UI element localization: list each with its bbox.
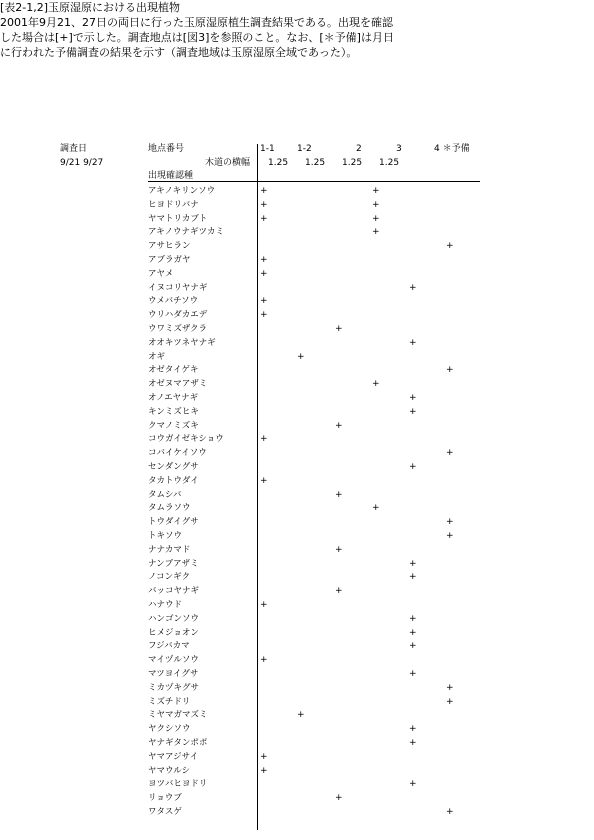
species-name: アサヒラン [148,241,191,252]
table-row [148,281,488,295]
presence-mark: + [260,751,268,762]
caption-line: した場合は[+]で示した。調査地点は[図3]を参照のこと。なお、[＊予備]は月日 [0,31,394,44]
species-name: ヤナギタンポポ [148,738,208,748]
table-caption [0,0,594,60]
table-row [148,391,488,405]
table-row [148,460,488,474]
species-name: マイヅルソウ [148,655,199,666]
presence-mark: + [409,393,417,403]
table-row [148,708,488,722]
presence-mark: + [260,186,268,196]
presence-mark: + [260,765,268,776]
presence-mark: + [409,724,417,735]
presence-mark: + [446,517,454,528]
species-name: トキソウ [148,531,183,541]
presence-mark: + [409,572,417,583]
table-row [148,336,488,350]
table-row [148,308,488,322]
presence-mark: + [446,365,454,376]
site-1-2: 1-2 [297,144,312,154]
species-name: バッコヤナギ [148,586,200,597]
species-name: イヌコリヤナギ [148,282,208,293]
species-name: オゼタイゲキ [148,365,199,376]
presence-mark: + [446,448,454,459]
presence-mark: + [335,793,343,804]
presence-mark: + [297,710,305,721]
presence-mark: + [409,779,417,790]
species-name: アブラガヤ [148,255,191,265]
caption-line: 2001年9月21、27日の両日に行った玉原湿原植生調査結果である。出現を確認 [0,16,393,29]
table-row [148,791,488,805]
presence-mark: + [372,213,380,224]
presence-mark: + [260,310,268,321]
presence-mark: + [260,296,268,307]
site-2: 2 [356,144,362,154]
species-name: フジバカマ [148,641,190,652]
table-row [148,501,488,515]
species-name: アキノキリンソウ [148,186,216,196]
presence-mark: + [446,241,454,252]
presence-mark: + [260,600,268,610]
table-row [148,805,488,819]
presence-mark: + [335,420,343,431]
presence-mark: + [409,627,417,638]
table-row [148,225,488,239]
species-name: ウメバチソウ [148,296,199,307]
table-row [148,363,488,377]
table-row [148,267,488,281]
presence-mark: + [446,682,454,693]
table-row [148,612,488,626]
presence-mark: + [260,475,268,486]
presence-mark: + [372,503,380,514]
presence-mark: + [335,489,343,500]
walkway-width: 1.25 [342,158,363,168]
table-row [148,736,488,750]
presence-mark: + [335,544,343,555]
walkway-width: 1.25 [268,158,289,168]
table-row [148,543,488,557]
presence-mark: + [409,558,417,569]
presence-mark: + [372,199,380,210]
table-row [148,419,488,433]
species-label: 出現確認種 [148,171,194,181]
caption-title: [表2-1,2]玉原湿原における出現植物 [0,1,181,14]
species-name: ハンゴンソウ [148,613,200,624]
table-row [148,667,488,681]
species-name: アヤメ [148,268,174,279]
table-row [148,557,488,571]
table-row [148,488,488,502]
species-name: ナンブアザミ [148,558,199,569]
table-row [148,405,488,419]
presence-mark: + [260,213,268,224]
presence-mark: + [260,434,268,445]
species-name: センダングサ [148,462,199,472]
presence-mark: + [409,282,417,293]
presence-mark: + [409,406,417,417]
species-name: ヨツバヒヨドリ [148,779,208,790]
species-name: ヤマアジサイ [148,751,199,762]
table-row [148,529,488,543]
species-name: ヤマウルシ [148,765,191,776]
species-name: トウダイグサ [148,517,199,528]
presence-mark: + [446,531,454,541]
species-name: ヤクシソウ [148,724,191,735]
table-row [148,626,488,640]
presence-mark: + [372,186,380,196]
date-values: 9/21 9/27 [60,158,104,168]
presence-mark: + [260,268,268,279]
species-name: ウワミズザクラ [148,324,207,334]
presence-mark: + [372,379,380,390]
species-name: リョウブ [148,793,182,804]
table-row [148,598,488,612]
table-row [148,184,488,198]
presence-mark: + [260,655,268,666]
species-name: オオキツネヤナギ [148,337,216,348]
species-name: ウリハダカエデ [148,310,208,321]
presence-mark: + [446,807,454,817]
table-row [148,239,488,253]
walkway-width: 1.25 [305,158,326,168]
presence-mark: + [297,351,305,362]
table-row [148,446,488,460]
caption-line: に行われた予備調査の結果を示す（調査地域は玉原湿原全域であった）。 [0,46,358,59]
table-row [148,253,488,267]
date-label: 調査日 [60,144,88,154]
table-row [148,639,488,653]
site-3: 3 [396,144,402,154]
species-name: タムラソウ [148,503,191,514]
species-name: ヒヨドリバナ [148,199,199,210]
table-row [148,584,488,598]
presence-mark: + [409,337,417,348]
presence-mark: + [260,199,268,210]
table-row [148,570,488,584]
table-row [148,750,488,764]
table-row [148,474,488,488]
table-row [148,322,488,336]
species-name: ワタスゲ [148,807,182,817]
presence-mark: + [409,462,417,472]
site-1-1: 1-1 [260,144,275,154]
presence-mark: + [335,324,343,334]
presence-mark: + [446,696,454,707]
species-name: ノコンギク [148,572,191,583]
table-row [148,350,488,364]
species-name: タムシバ [148,489,182,500]
species-name: マツヨイグサ [148,669,199,679]
header-rule [148,181,480,182]
table-row [148,212,488,226]
table-row [148,294,488,308]
species-name: ハナウド [148,600,183,610]
presence-mark: + [409,641,417,652]
table-row [148,722,488,736]
species-name: オノエヤナギ [148,393,199,403]
species-name: ナナカマド [148,544,191,555]
walkway-label: 木道の横幅 [205,158,251,168]
species-name: アキノウナギツカミ [148,227,224,238]
species-name: ミカヅキグサ [148,682,200,693]
site-4-reserve: 4 ＊予備 [434,144,470,154]
species-name: オゼヌマアザミ [148,379,208,390]
table-row [148,681,488,695]
table-row [148,777,488,791]
presence-mark: + [372,227,380,238]
species-name: ヒメジョオン [148,627,199,638]
species-name: キンミズヒキ [148,406,199,417]
table-row [148,764,488,778]
species-name: ミヤマガマズミ [148,710,208,721]
presence-mark: + [409,669,417,679]
presence-mark: + [335,586,343,597]
table-row [148,377,488,391]
species-name: コバイケイソウ [148,448,207,459]
species-name: コウガイゼキショウ [148,434,224,445]
table-row [148,198,488,212]
table-row [148,695,488,709]
presence-mark: + [409,613,417,624]
table-row [148,515,488,529]
presence-mark: + [409,738,417,748]
presence-mark: + [260,255,268,265]
species-name: クマノミズキ [148,420,199,431]
species-name: ミズチドリ [148,696,191,707]
table-row [148,432,488,446]
site-label: 地点番号 [148,144,185,154]
walkway-width: 1.25 [379,158,400,168]
species-name: ヤマトリカブト [148,213,208,224]
species-name: オギ [148,351,166,362]
species-name: タカトウダイ [148,475,199,486]
table-row [148,653,488,667]
